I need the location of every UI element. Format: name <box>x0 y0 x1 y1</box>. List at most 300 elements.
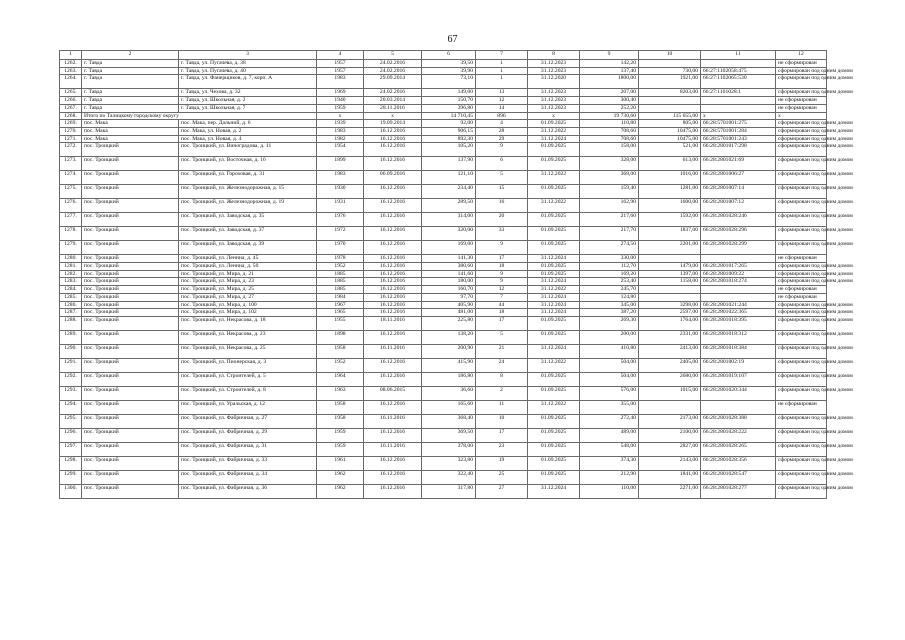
cost-cell: 1800,00 <box>580 75 639 89</box>
build-year-cell: 1959 <box>317 442 364 456</box>
build-year-cell: 1958 <box>317 414 364 428</box>
recognition-date-cell: 16.12.2016 <box>364 157 422 171</box>
table-row <box>60 470 827 484</box>
settlement-cell: пос. Троицкий <box>82 484 179 498</box>
build-year-cell: 1967 <box>317 301 364 309</box>
table-row <box>60 171 827 185</box>
cadastral-number-cell: 66:28:2801017:298 <box>701 143 776 157</box>
row-number: 1274. <box>60 171 82 185</box>
cost-cell: 548,00 <box>580 442 639 456</box>
deadline-cell: 01.09.2025 <box>528 456 580 470</box>
table-row <box>60 293 827 301</box>
area-cell: 234,40 <box>422 185 476 199</box>
fund-cell: 1592,00 <box>639 213 701 227</box>
fund-cell: 1479,00 <box>639 263 701 271</box>
cadastral-number-cell <box>701 286 776 294</box>
area-cell: 137,90 <box>422 157 476 171</box>
table-row <box>60 120 827 128</box>
table-row <box>60 135 827 143</box>
column-header: 4 <box>317 51 364 60</box>
settlement-cell: пос. Троицкий <box>82 414 179 428</box>
recognition-date-cell: 16.12.2016 <box>364 358 422 372</box>
land-status-cell: сформирован под одним домом <box>776 358 827 372</box>
land-status-cell: сформирован под одним домом <box>776 89 827 97</box>
land-status-cell: сформирован под одним домом <box>776 185 827 199</box>
area-cell: 322,40 <box>422 470 476 484</box>
build-year-cell: 1899 <box>317 157 364 171</box>
address-cell: г. Тавда, ул. Пугачева, д. 40 <box>179 67 317 75</box>
table-row <box>60 263 827 271</box>
build-year-cell: 1939 <box>317 120 364 128</box>
recognition-date-cell: 16.12.2016 <box>364 330 422 344</box>
address-cell: пос. Троицкий, ул. Заводская, д. 35 <box>179 213 317 227</box>
deadline-cell: 01.09.2025 <box>528 227 580 241</box>
cadastral-number-cell: 66:27:1102058:475 <box>701 67 776 75</box>
deadline-cell: 31.12.2022 <box>528 127 580 135</box>
cadastral-number-cell: 66:28:2801019:107 <box>701 372 776 386</box>
build-year-cell: 1964 <box>317 372 364 386</box>
settlement-cell: пос. Троицкий <box>82 344 179 358</box>
fund-cell: 1015,00 <box>639 386 701 400</box>
land-status-cell: не сформирован <box>776 97 827 105</box>
table-row <box>60 104 827 112</box>
land-status-cell: сформирован под одним домом <box>776 428 827 442</box>
deadline-cell: 01.09.2025 <box>528 372 580 386</box>
table-row <box>60 456 827 470</box>
deadline-cell: 31.12.2024 <box>528 135 580 143</box>
deadline-cell: 31.12.2023 <box>528 89 580 97</box>
fund-cell: 1397,00 <box>639 270 701 278</box>
row-number: 1272. <box>60 143 82 157</box>
cadastral-number-cell: 66:28:5701001:275 <box>701 120 776 128</box>
cadastral-number-cell: 66:28:5701001:243 <box>701 135 776 143</box>
deadline-cell: 31.12.2022 <box>528 358 580 372</box>
column-header: 8 <box>528 51 580 60</box>
area-cell: 141,30 <box>422 255 476 263</box>
fund-cell: 2331,00 <box>639 330 701 344</box>
build-year-cell: 1983 <box>317 127 364 135</box>
deadline-cell: 31.12.2022 <box>528 171 580 185</box>
build-year-cell: 1959 <box>317 104 364 112</box>
address-cell: пос. Троицкий, ул. Железнодорожная, д. 15 <box>179 185 317 199</box>
table-row <box>60 127 827 135</box>
residents-count-cell: 7 <box>476 293 528 301</box>
cadastral-number-cell: 66:28:2801028:265 <box>701 442 776 456</box>
recognition-date-cell: 16.12.2016 <box>364 143 422 157</box>
deadline-cell: 01.09.2025 <box>528 414 580 428</box>
address-cell: г. Тавда, ул. Школьная, д. 7 <box>179 104 317 112</box>
recognition-date-cell: 16.12.2016 <box>364 372 422 386</box>
deadline-cell: 01.09.2025 <box>528 213 580 227</box>
recognition-date-cell: 16.12.2016 <box>364 255 422 263</box>
residents-count-cell: 19 <box>476 456 528 470</box>
fund-cell: 2405,00 <box>639 358 701 372</box>
table-row <box>60 97 827 105</box>
settlement-cell: пос. Троицкий <box>82 386 179 400</box>
cost-cell: 387,20 <box>580 309 639 317</box>
cost-cell: 159,40 <box>580 185 639 199</box>
area-cell: 160,70 <box>422 286 476 294</box>
table-row <box>60 330 827 344</box>
area-cell: 314,00 <box>422 213 476 227</box>
address-cell: пос. Троицкий, ул. Строителей, д. 8 <box>179 386 317 400</box>
land-status-cell: сформирован под одним домом <box>776 484 827 498</box>
land-status-cell: сформирован под одним домом <box>776 157 827 171</box>
recognition-date-cell: 16.12.2016 <box>364 470 422 484</box>
land-status-cell: сформирован под одним домом <box>776 241 827 255</box>
cadastral-number-cell: 66:28:2801028:246 <box>701 213 776 227</box>
deadline-cell: 01.09.2025 <box>528 470 580 484</box>
build-year-cell: 1885 <box>317 286 364 294</box>
recognition-date-cell: 16.11.2016 <box>364 414 422 428</box>
row-number: 1292. <box>60 372 82 386</box>
fund-cell: 805,00 <box>639 120 701 128</box>
recognition-date-cell: 24.02.2016 <box>364 89 422 97</box>
table-row <box>60 60 827 68</box>
settlement-cell: пос. Троицкий <box>82 428 179 442</box>
settlement-cell: пос. Троицкий <box>82 456 179 470</box>
build-year-cell: 1954 <box>317 143 364 157</box>
cost-cell: 504,00 <box>580 358 639 372</box>
row-number: 1284. <box>60 286 82 294</box>
row-number: 1288. <box>60 316 82 330</box>
settlement-cell: г. Тавда <box>82 75 179 89</box>
build-year-cell: 1965 <box>317 309 364 317</box>
cost-cell: 158,00 <box>580 143 639 157</box>
cost-cell: 368,00 <box>580 171 639 185</box>
fund-cell <box>639 255 701 263</box>
land-status-cell: сформирован под одним домом <box>776 199 827 213</box>
fund-cell: 2143,00 <box>639 456 701 470</box>
column-header: 2 <box>82 51 179 60</box>
cost-cell: 269,30 <box>580 316 639 330</box>
area-cell: 14 710,45 <box>422 112 476 120</box>
row-number: 1278. <box>60 227 82 241</box>
area-cell: 105,20 <box>422 143 476 157</box>
row-number: 1282. <box>60 270 82 278</box>
cost-cell: 330,00 <box>580 255 639 263</box>
row-number: 1268. <box>60 112 82 120</box>
cadastral-number-cell: 66:28:2801018:395 <box>701 316 776 330</box>
land-status-cell: сформирован под одним домом <box>776 143 827 157</box>
land-status-cell: сформирован под одним домом <box>776 456 827 470</box>
fund-cell: 2201,00 <box>639 241 701 255</box>
area-cell: 169,00 <box>422 241 476 255</box>
recognition-date-cell: 16.12.2016 <box>364 301 422 309</box>
address-cell: пос. Мака, ул. Новая, д. 2 <box>179 127 317 135</box>
area-cell: 39,50 <box>422 60 476 68</box>
settlement-cell: г. Тавда <box>82 89 179 97</box>
table-row <box>60 400 827 414</box>
area-cell: 320,00 <box>422 227 476 241</box>
recognition-date-cell: x <box>364 112 422 120</box>
land-status-cell: не сформирован <box>776 255 827 263</box>
recognition-date-cell: 19.09.2014 <box>364 120 422 128</box>
cadastral-number-cell: 66:28:2801022:365 <box>701 309 776 317</box>
table-row <box>60 428 827 442</box>
settlement-cell: пос. Троицкий <box>82 442 179 456</box>
settlement-cell: пос. Мака <box>82 135 179 143</box>
address-cell: пос. Троицкий, ул. Ленина, д. 50 <box>179 263 317 271</box>
residents-count-cell: 13 <box>476 89 528 97</box>
recognition-date-cell: 16.12.2016 <box>364 270 422 278</box>
build-year-cell: 1976 <box>317 213 364 227</box>
address-cell: пос. Троицкий, ул. Фабричная, д. 29 <box>179 428 317 442</box>
deadline-cell: 01.09.2025 <box>528 386 580 400</box>
housing-registry-table <box>59 50 853 499</box>
land-status-cell: не сформирован <box>776 104 827 112</box>
area-cell: 141,60 <box>422 270 476 278</box>
cadastral-number-cell: 66:28:2801028:296 <box>701 227 776 241</box>
land-status-cell: сформирован под одним домом <box>776 67 827 75</box>
address-cell: пос. Троицкий, ул. Виноградова, д. 11 <box>179 143 317 157</box>
cadastral-number-cell: 66:28:2801028:277 <box>701 484 776 498</box>
cadastral-number-cell: 66:28:2801002:19 <box>701 358 776 372</box>
cost-cell: 374,30 <box>580 456 639 470</box>
build-year-cell: 1959 <box>317 428 364 442</box>
table-row <box>60 286 827 294</box>
cadastral-number-cell <box>701 104 776 112</box>
build-year-cell: 1970 <box>317 241 364 255</box>
settlement-cell: пос. Троицкий <box>82 213 179 227</box>
row-number: 1275. <box>60 185 82 199</box>
area-cell: 378,00 <box>422 442 476 456</box>
land-status-cell: сформирован под одним домом <box>776 213 827 227</box>
row-number: 1290. <box>60 344 82 358</box>
deadline-cell: 31.12.2024 <box>528 255 580 263</box>
build-year-cell: 1984 <box>317 293 364 301</box>
fund-cell: 1837,00 <box>639 227 701 241</box>
table-row <box>60 484 827 498</box>
cost-cell: 345,00 <box>580 301 639 309</box>
deadline-cell: 01.09.2025 <box>528 143 580 157</box>
settlement-cell: пос. Троицкий <box>82 185 179 199</box>
land-status-cell: сформирован под одним домом <box>776 344 827 358</box>
cadastral-number-cell: 66:27:1102065:530 <box>701 75 776 89</box>
address-cell: пос. Троицкий, ул. Пионерская, д. 3 <box>179 358 317 372</box>
fund-cell: 1158,00 <box>639 278 701 286</box>
table-row <box>60 185 827 199</box>
table-row <box>60 255 827 263</box>
area-cell: 200,90 <box>422 344 476 358</box>
address-cell: пос. Троицкий, ул. Фабричная, д. 27 <box>179 414 317 428</box>
row-number: 1262. <box>60 60 82 68</box>
cost-cell: 162,90 <box>580 199 639 213</box>
land-status-cell: не сформирован <box>776 60 827 68</box>
fund-cell: 2827,00 <box>639 442 701 456</box>
table-row <box>60 75 827 89</box>
build-year-cell: 1978 <box>317 255 364 263</box>
address-cell: пос. Троицкий, ул. Мира, д. 21 <box>179 270 317 278</box>
cost-cell: 200,00 <box>580 330 639 344</box>
build-year-cell: 1983 <box>317 75 364 89</box>
cost-cell: 212,90 <box>580 470 639 484</box>
settlement-cell: пос. Троицкий <box>82 358 179 372</box>
land-status-cell: сформирован под одним домом <box>776 309 827 317</box>
table-row <box>60 270 827 278</box>
deadline-cell: 01.09.2025 <box>528 270 580 278</box>
column-header: 12 <box>776 51 827 60</box>
table-row <box>60 414 827 428</box>
residents-count-cell: 20 <box>476 213 528 227</box>
deadline-cell: 31.12.2024 <box>528 484 580 498</box>
land-status-cell: сформирован под одним домом <box>776 127 827 135</box>
row-number: 1293. <box>60 386 82 400</box>
deadline-cell: 31.12.2024 <box>528 309 580 317</box>
settlement-cell: пос. Троицкий <box>82 255 179 263</box>
cadastral-number-cell: 66:27:1101028:1 <box>701 89 776 97</box>
land-status-cell: сформирован под одним домом <box>776 120 827 128</box>
residents-count-cell: 17 <box>476 316 528 330</box>
build-year-cell: 1931 <box>317 199 364 213</box>
address-cell: пос. Троицкий, ул. Восточная, д. 16 <box>179 157 317 171</box>
deadline-cell: 01.09.2025 <box>528 316 580 330</box>
address-cell: пос. Троицкий, ул. Уральская, д. 12 <box>179 400 317 414</box>
settlement-cell: пос. Троицкий <box>82 270 179 278</box>
row-number: 1285. <box>60 293 82 301</box>
recognition-date-cell: 24.02.2016 <box>364 67 422 75</box>
deadline-cell: 01.09.2025 <box>528 442 580 456</box>
residents-count-cell: 27 <box>476 484 528 498</box>
area-cell: 121,10 <box>422 171 476 185</box>
deadline-cell: 01.09.2025 <box>528 120 580 128</box>
cost-cell: 708,60 <box>580 127 639 135</box>
land-status-cell: сформирован под одним домом <box>776 135 827 143</box>
cadastral-number-cell: 66:28:2801009:22 <box>701 270 776 278</box>
build-year-cell: 1958 <box>317 400 364 414</box>
address-cell: пос. Троицкий, ул. Строителей, д. 5 <box>179 372 317 386</box>
deadline-cell: 01.09.2025 <box>528 157 580 171</box>
row-number: 1263. <box>60 67 82 75</box>
residents-count-cell: 15 <box>476 185 528 199</box>
build-year-cell: 1962 <box>317 484 364 498</box>
recognition-date-cell: 16.12.2016 <box>364 309 422 317</box>
settlement-cell: пос. Троицкий <box>82 330 179 344</box>
area-cell: 289,50 <box>422 199 476 213</box>
table-row <box>60 372 827 386</box>
land-status-cell: сформирован под одним домом <box>776 330 827 344</box>
cadastral-number-cell <box>701 400 776 414</box>
residents-count-cell: 8 <box>476 372 528 386</box>
cadastral-number-cell: x <box>701 112 776 120</box>
area-cell: 396,80 <box>422 104 476 112</box>
row-number: 1265. <box>60 89 82 97</box>
deadline-cell: 31.12.2023 <box>528 104 580 112</box>
settlement-cell: пос. Троицкий <box>82 171 179 185</box>
settlement-cell: г. Тавда <box>82 104 179 112</box>
cadastral-number-cell: 66:28:2801020:344 <box>701 386 776 400</box>
address-cell: пос. Троицкий, ул. Фабричная, д. 36 <box>179 484 317 498</box>
settlement-cell: Итого по Талицкому городскому округу <box>82 112 317 120</box>
land-status-cell: сформирован под одним домом <box>776 386 827 400</box>
build-year-cell: 1885 <box>317 278 364 286</box>
fund-cell <box>639 104 701 112</box>
cost-cell: 142,20 <box>580 60 639 68</box>
table-row <box>60 213 827 227</box>
cost-cell: 217,60 <box>580 213 639 227</box>
recognition-date-cell: 16.12.2016 <box>364 185 422 199</box>
residents-count-cell: 4 <box>476 120 528 128</box>
fund-cell: 2173,00 <box>639 414 701 428</box>
fund-cell: 10475,00 <box>639 127 701 135</box>
address-cell: пос. Троицкий, ул. Фабричная, д. 33 <box>179 456 317 470</box>
deadline-cell: 01.09.2025 <box>528 185 580 199</box>
table-row <box>60 278 827 286</box>
header-row <box>60 51 827 60</box>
address-cell: пос. Троицкий, ул. Заводская, д. 39 <box>179 241 317 255</box>
fund-cell: 1764,00 <box>639 316 701 330</box>
address-cell: пос. Троицкий, ул. Мира, д. 102 <box>179 309 317 317</box>
table-row <box>60 442 827 456</box>
fund-cell: 521,00 <box>639 143 701 157</box>
recognition-date-cell: 16.12.2016 <box>364 278 422 286</box>
row-number: 1287. <box>60 309 82 317</box>
table-row <box>60 199 827 213</box>
cadastral-number-cell: 66:28:2801028:388 <box>701 414 776 428</box>
fund-cell: 2271,00 <box>639 484 701 498</box>
address-cell: пос. Троицкий, ул. Мира, д. 23 <box>179 278 317 286</box>
address-cell: пос. Троицкий, ул. Железнодорожная, д. 19 <box>179 199 317 213</box>
area-cell: 405,90 <box>422 301 476 309</box>
build-year-cell: 1952 <box>317 263 364 271</box>
recognition-date-cell: 16.12.2016 <box>364 293 422 301</box>
fund-cell: 8203,00 <box>639 89 701 97</box>
page-number: 67 <box>447 34 458 45</box>
settlement-cell: пос. Троицкий <box>82 309 179 317</box>
fund-cell: 1600,00 <box>639 199 701 213</box>
land-status-cell: сформирован под одним домом <box>776 414 827 428</box>
settlement-cell: пос. Троицкий <box>82 241 179 255</box>
fund-cell: 1281,00 <box>639 185 701 199</box>
cadastral-number-cell: 66:28:2801017:265 <box>701 263 776 271</box>
deadline-cell: 01.09.2025 <box>528 330 580 344</box>
cadastral-number-cell: 66:28:2801021:244 <box>701 301 776 309</box>
fund-cell: 10475,00 <box>639 135 701 143</box>
cadastral-number-cell <box>701 60 776 68</box>
recognition-date-cell: 16.12.2016 <box>364 127 422 135</box>
cadastral-number-cell <box>701 293 776 301</box>
area-cell: 92,00 <box>422 120 476 128</box>
fund-cell: 2597,00 <box>639 309 701 317</box>
cost-cell: 708,60 <box>580 135 639 143</box>
residents-count-cell: 10 <box>476 414 528 428</box>
area-cell: 369,50 <box>422 428 476 442</box>
row-number: 1291. <box>60 358 82 372</box>
residents-count-cell: 5 <box>476 330 528 344</box>
deadline-cell: 31.12.2022 <box>528 199 580 213</box>
residents-count-cell: 12 <box>476 97 528 105</box>
area-cell: 186,80 <box>422 372 476 386</box>
cost-cell: 272,40 <box>580 414 639 428</box>
fund-cell: 613,00 <box>639 157 701 171</box>
row-number: 1283. <box>60 278 82 286</box>
deadline-cell: 01.09.2025 <box>528 428 580 442</box>
deadline-cell: 31.12.2023 <box>528 67 580 75</box>
build-year-cell: 1962 <box>317 470 364 484</box>
row-number: 1266. <box>60 97 82 105</box>
cadastral-number-cell: 66:28:2801007:12 <box>701 199 776 213</box>
deadline-cell: 31.12.2022 <box>528 286 580 294</box>
recognition-date-cell: 20.03.2014 <box>364 97 422 105</box>
recognition-date-cell: 16.12.2016 <box>364 428 422 442</box>
residents-count-cell: 33 <box>476 227 528 241</box>
cadastral-number-cell: 66:28:2801028:222 <box>701 428 776 442</box>
row-number: 1289. <box>60 330 82 344</box>
area-cell: 892,30 <box>422 135 476 143</box>
row-number: 1271. <box>60 135 82 143</box>
fund-cell: 115 655,00 <box>639 112 701 120</box>
area-cell: 97,70 <box>422 293 476 301</box>
